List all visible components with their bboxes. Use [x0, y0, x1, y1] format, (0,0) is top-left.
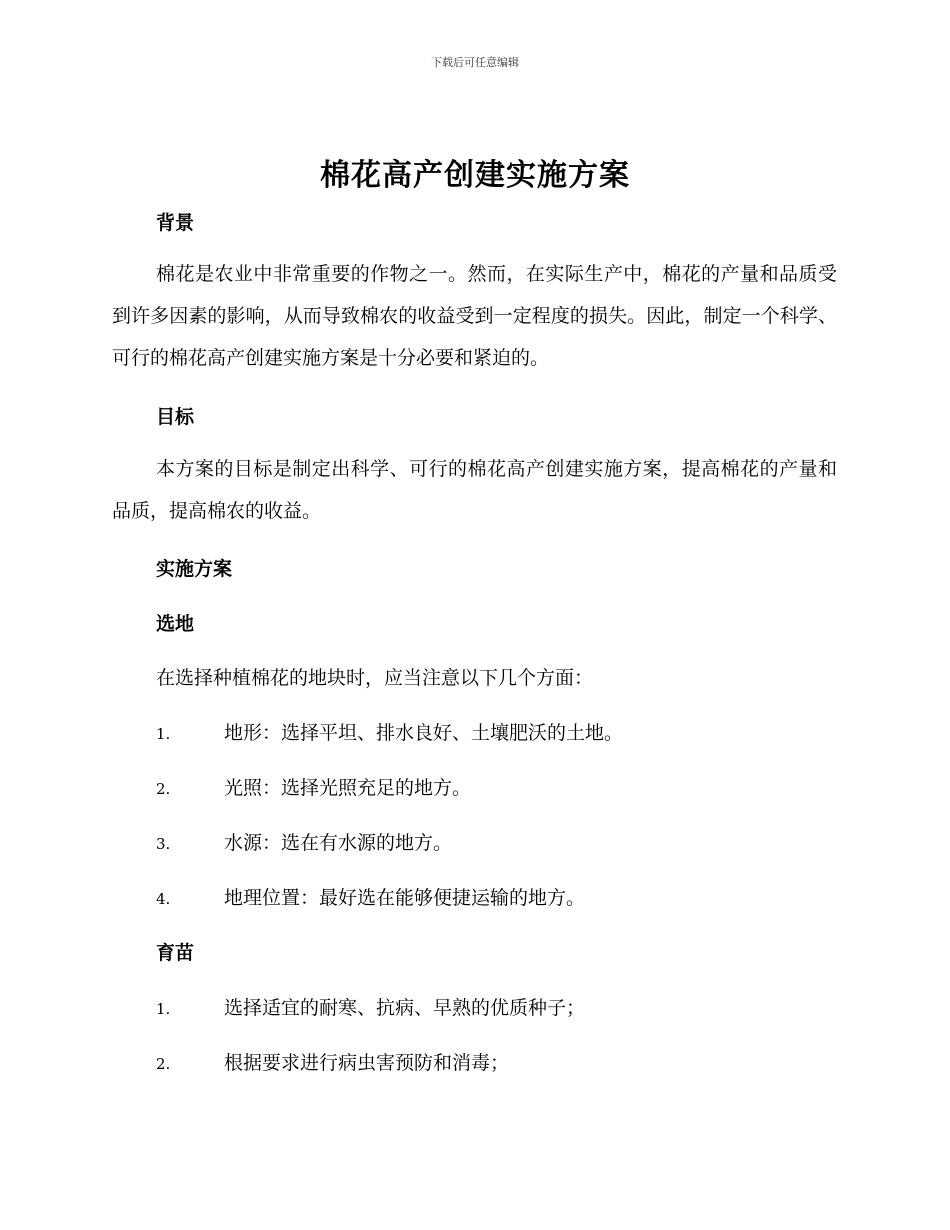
list-number: 2.: [156, 780, 171, 798]
list-number: 3.: [156, 835, 171, 853]
heading-seedling: 育苗: [156, 942, 195, 964]
list-text: 选择适宜的耐寒、抗病、早熟的优质种子；: [224, 997, 586, 1019]
list-text: 光照：选择光照充足的地方。: [224, 777, 472, 799]
paragraph-background: 棉花是农业中非常重要的作物之一。然而，在实际生产中，棉花的产量和品质受到许多因素的影响，从而导致棉农的收益受到一定程度的损失。因此，制定一个科学、可行的棉花高产创建实施方案是十分必要和紧迫的。: [112, 263, 837, 369]
list-item: [156, 1048, 509, 1075]
site-intro: 在选择种植棉花的地块时，应当注意以下几个方面：: [156, 667, 594, 689]
heading-plan: 实施方案: [156, 558, 233, 580]
heading-background: 背景: [156, 212, 195, 234]
header-note: 下载后可任意编辑: [431, 56, 519, 69]
list-text: 地形：选择平坦、排水良好、土壤肥沃的土地。: [224, 722, 624, 744]
list-text: 地理位置：最好选在能够便捷运输的地方。: [224, 887, 586, 909]
list-number: 1.: [156, 1000, 171, 1018]
list-item: [156, 993, 585, 1020]
list-text: 根据要求进行病虫害预防和消毒；: [224, 1052, 510, 1074]
list-number: 1.: [156, 725, 171, 743]
heading-goal: 目标: [156, 406, 195, 428]
list-number: 2.: [156, 1055, 171, 1073]
heading-site: 选地: [156, 613, 195, 635]
list-item: [156, 718, 623, 745]
list-text: 水源：选在有水源的地方。: [224, 832, 453, 854]
document-title: 棉花高产创建实施方案: [320, 158, 630, 193]
list-item: [156, 883, 585, 910]
paragraph-goal: 本方案的目标是制定出科学、可行的棉花高产创建实施方案，提高棉花的产量和品质，提高棉农的收益。: [112, 458, 837, 522]
list-number: 4.: [156, 890, 171, 908]
list-item: [156, 773, 471, 800]
list-item: [156, 828, 452, 855]
